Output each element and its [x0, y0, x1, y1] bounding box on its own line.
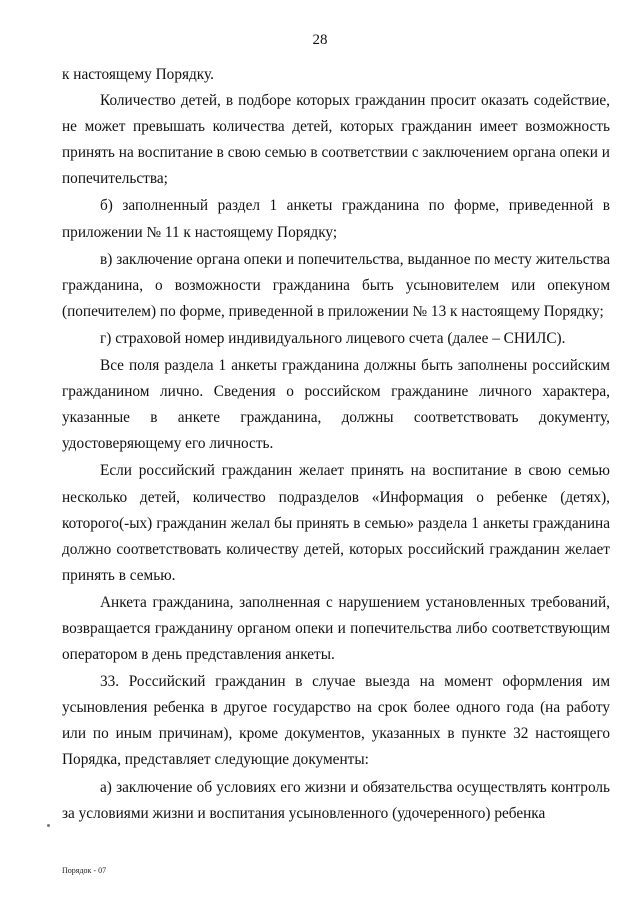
paragraph-form-returned: Анкета гражданина, заполненная с нарушением установленных требований, возвращается гражданину органом опеки и попечительства либо соответствующим оператором в день представления анкеты. — [62, 593, 610, 664]
page-footer: Порядок - 07 — [62, 866, 107, 875]
paragraph-item-b: б) заполненный раздел 1 анкеты гражданина по форме, приведенной в приложении № 11 к настоящему Порядку; — [62, 197, 610, 241]
scan-speck — [47, 824, 50, 827]
paragraph-continuation: к настоящему Порядку. — [62, 66, 214, 83]
paragraph-item-a: а) заключение об условиях его жизни и обязательства осуществлять контроль за условиями жизни и воспитания усыновленного (удочеренного) ребенка — [62, 778, 610, 822]
body-text — [62, 62, 610, 827]
page-number: 28 — [312, 32, 328, 48]
paragraph-item-g: г) страховой номер индивидуального лицевого счета (далее – СНИЛС). — [100, 329, 566, 347]
paragraph-children-count: Количество детей, в подборе которых гражданин просит оказать содействие, не может превышать количества детей, которых гражданин имеет возможность принять на воспитание в свою семью в соответствии с заключением органа опеки и попечительства; — [62, 92, 610, 188]
paragraph-item-33: 33. Российский гражданин в случае выезда на момент оформления им усыновления ребенка в другое государство на срок более одного года (на работу или по иным причинам), кроме документов, указанных в пункте 32 настоящего Порядка, представляет следующие документы: — [62, 673, 610, 769]
paragraph-form-fields: Все поля раздела 1 анкеты гражданина должны быть заполнены российским гражданином лично. Сведения о российском гражданине личного характера, указанные в анкете гражданина, должны соответствовать документу, удостоверяющему его личность. — [62, 357, 610, 453]
paragraph-several-children: Если российский гражданин желает принять на воспитание в свою семью несколько детей, количество подразделов «Информация о ребенке (детях), которого(-ых) гражданин желал бы принять в семью» раздела 1 анкеты гражданина должно соответствовать количеству детей, которых российский гражданин желает принять в семью. — [62, 462, 610, 584]
paragraph-item-v: в) заключение органа опеки и попечительства, выданное по месту жительства гражданина, о возможности гражданина быть усыновителем или опекуном (попечителем) по форме, приведенной в приложении № 13 к настоящему Порядку; — [62, 250, 610, 320]
